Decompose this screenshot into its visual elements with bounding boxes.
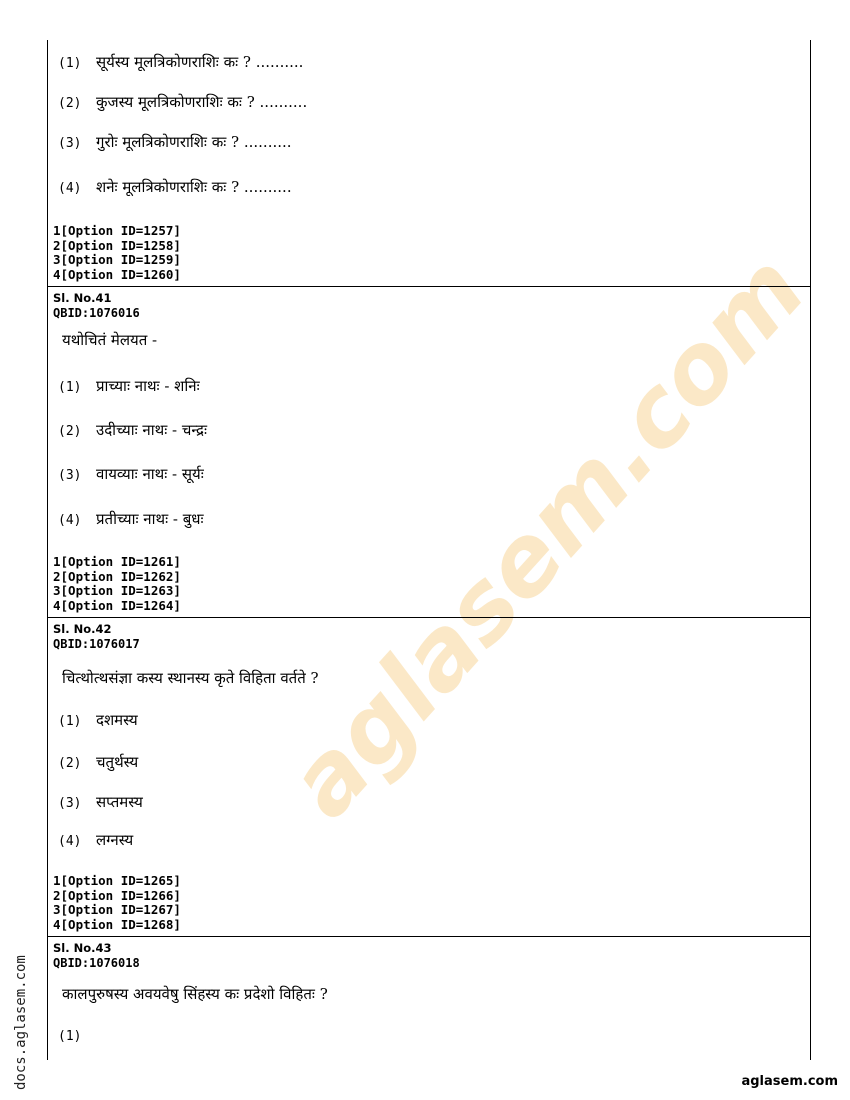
question-text: यथोचितं मेलयत - [62,331,158,349]
option-4: (4) लग्नस्य [58,831,134,849]
qbid: QBID:1076018 [53,956,140,970]
option-3: (3) गुरोः मूलत्रिकोणराशिः कः ? .......... [58,133,292,151]
watermark: aglasem.com [266,233,827,839]
qbid: QBID:1076016 [53,306,140,320]
qbid: QBID:1076017 [53,637,140,651]
divider [48,286,810,287]
option-4: (4) शनेः मूलत्रिकोणराशिः कः ? .......... [58,178,292,196]
option-2: (2) चतुर्थस्य [58,753,139,771]
serial-number: Sl. No.43 [53,941,112,955]
option-ids: 1[Option ID=1257] 2[Option ID=1258] 3[Option ID=1259] 4[Option ID=1260] [53,223,181,282]
question-text: चित्थोत्थसंज्ञा कस्य स्थानस्य कृते विहिता वर्तते ? [62,669,319,687]
option-2: (2) उदीच्याः नाथः - चन्द्रः [58,421,207,439]
option-2: (2) कुजस्य मूलत्रिकोणराशिः कः ? .......... [58,93,308,111]
option-1: (1) सूर्यस्य मूलत्रिकोणराशिः कः ? .......... [58,53,304,71]
option-1: (1) दशमस्य [58,711,138,729]
option-3: (3) सप्तमस्य [58,793,143,811]
serial-number: Sl. No.42 [53,622,112,636]
option-1: (1) प्राच्याः नाथः - शनिः [58,377,200,395]
option-1: (1) [58,1029,82,1044]
divider [48,936,810,937]
option-4: (4) प्रतीच्याः नाथः - बुधः [58,510,204,528]
serial-number: Sl. No.41 [53,291,112,305]
question-text: कालपुरुषस्य अवयवेषु सिंहस्य कः प्रदेशो विहितः ? [62,985,328,1003]
option-3: (3) वायव्याः नाथः - सूर्यः [58,465,204,483]
side-watermark-text: docs.aglasem.com [13,955,29,1090]
option-ids: 1[Option ID=1261] 2[Option ID=1262] 3[Option ID=1263] 4[Option ID=1264] [53,554,181,613]
divider [48,617,810,618]
question-paper-frame [47,40,811,1060]
option-ids: 1[Option ID=1265] 2[Option ID=1266] 3[Option ID=1267] 4[Option ID=1268] [53,873,181,932]
footer-brand: aglasem.com [741,1074,838,1089]
